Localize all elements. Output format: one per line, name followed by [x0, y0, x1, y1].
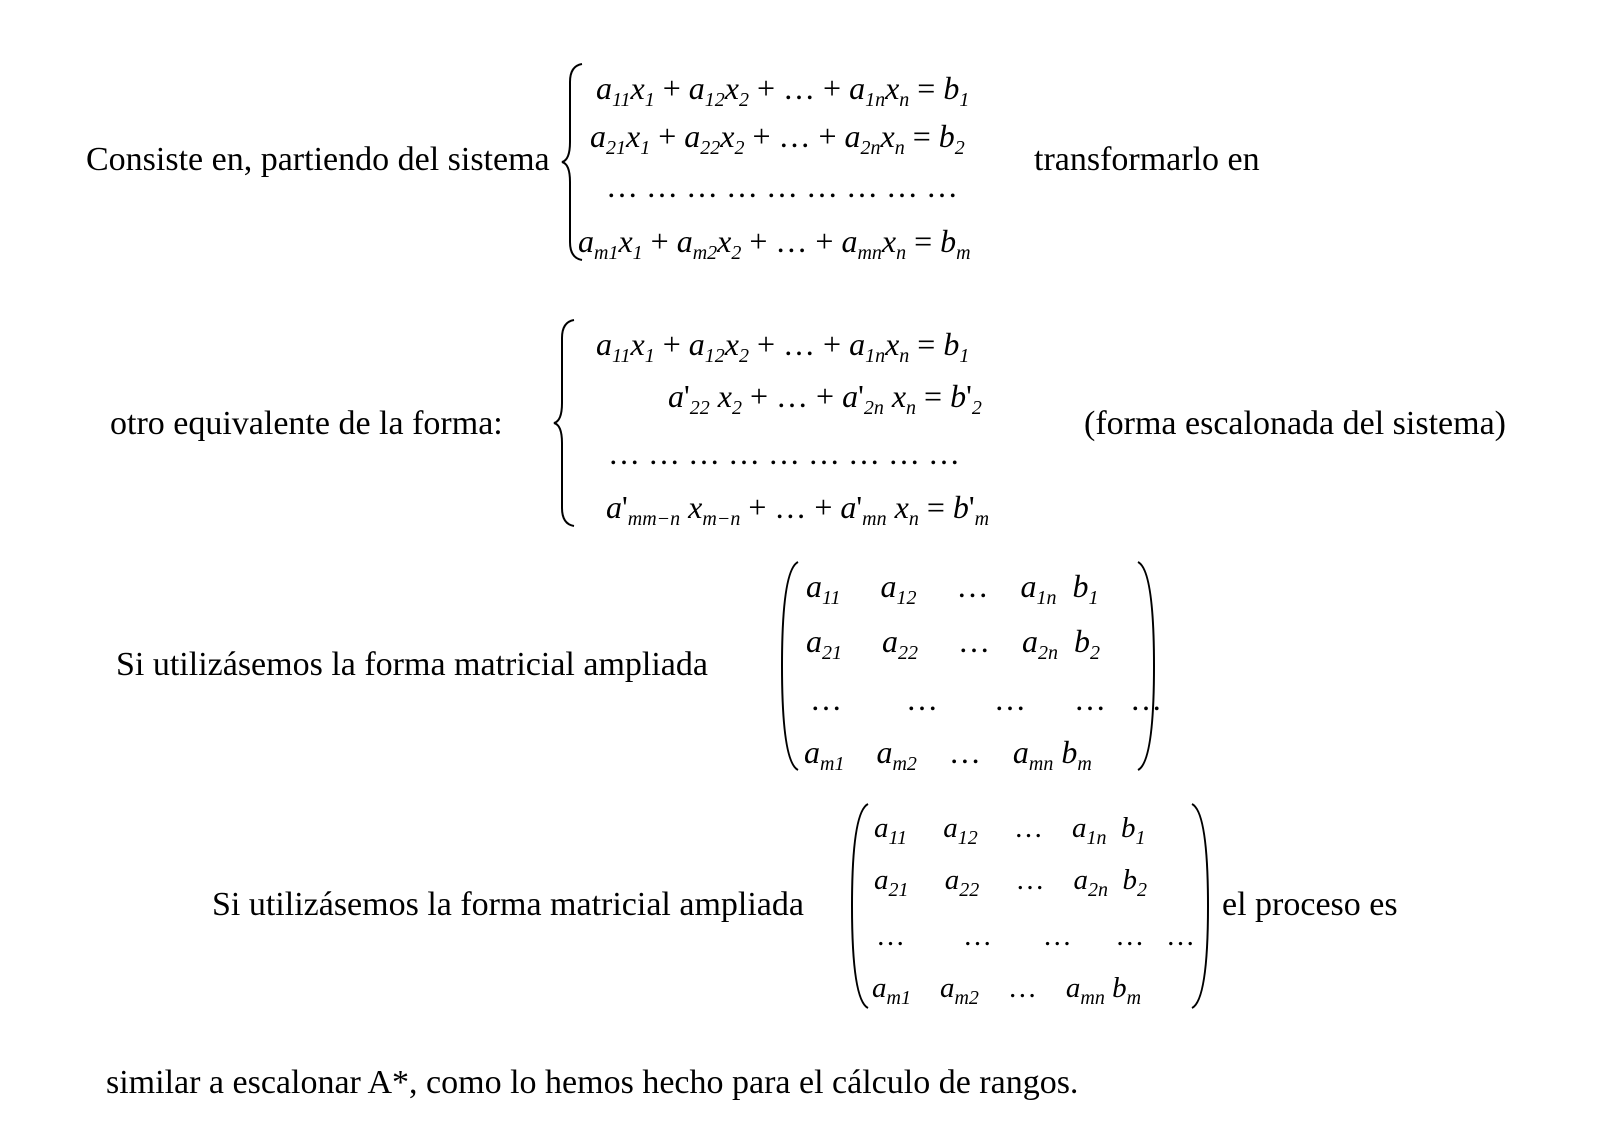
system-row-1: $a_{11}x_1 + a_{12}x_2$ + … + $a_{1n}x_n = b_1$: [596, 70, 970, 111]
left-paren-3: [780, 560, 800, 772]
system-row-2: $a_{21}x_1 + a_{22}x_2$ + … + $a_{2n}x_n = b_2$: [590, 118, 965, 159]
system-row-3: … … … … … … … … …: [606, 168, 958, 204]
matrix1-row-3: … … … … …: [810, 681, 1162, 717]
block1-lead-text: Consiste en, partiendo del sistema: [86, 141, 550, 178]
block2-tail-text: (forma escalonada del sistema): [1084, 405, 1506, 442]
block2-lead-text: otro equivalente de la forma:: [110, 405, 503, 442]
left-brace-2: [552, 318, 582, 528]
block1-tail-text: transformarlo en: [1034, 141, 1260, 178]
matrix2-row-1: $a_{11}$ $a_{12}$ … $a_{1n}$ $b_1$: [874, 812, 1146, 849]
right-paren-4: [1190, 802, 1210, 1010]
echelon-row-4: $a'_{mm-n}$ $x_{m-n}$ + … + $a'_{mn}$ $x_n = b'_m$: [606, 489, 990, 530]
matrix1-row-4: $a_{m1}$ $a_{m2}$ … $a_{mn}$ $b_m$: [804, 734, 1092, 775]
echelon-row-2: $a'_{22}$ $x_2$ + … + $a'_{2n}$ $x_n = b'_2$: [668, 378, 982, 419]
matrix1-row-1: $a_{11}$ $a_{12}$ … $a_{1n}$ $b_1$: [806, 568, 1099, 609]
echelon-row-1: $a_{11}x_1 + a_{12}x_2$ + … + $a_{1n}x_n = b_1$: [596, 326, 970, 367]
system-row-4: $a_{m1}x_1 + a_{m2}x_2$ + … + $a_{mn}x_n = b_m$: [578, 223, 971, 264]
right-paren-3: [1136, 560, 1156, 772]
matrix2-row-4: $a_{m1}$ $a_{m2}$ … $a_{mn}$ $b_m$: [872, 972, 1142, 1009]
left-paren-4: [850, 802, 870, 1010]
matrix2-row-2: $a_{21}$ $a_{22}$ … $a_{2n}$ $b_2$: [874, 864, 1147, 901]
closing-text: similar a escalonar A*, como lo hemos hecho para el cálculo de rangos.: [106, 1064, 1079, 1101]
block4-tail-text: el proceso es: [1222, 886, 1398, 923]
block4-lead-text: Si utilizásemos la forma matricial ampliada: [212, 886, 804, 923]
echelon-row-3: … … … … … … … … …: [608, 435, 960, 471]
block3-lead-text: Si utilizásemos la forma matricial ampliada: [116, 646, 708, 683]
matrix1-row-2: $a_{21}$ $a_{22}$ … $a_{2n}$ $b_2$: [806, 623, 1100, 664]
matrix2-row-3: … … … … …: [876, 920, 1195, 952]
